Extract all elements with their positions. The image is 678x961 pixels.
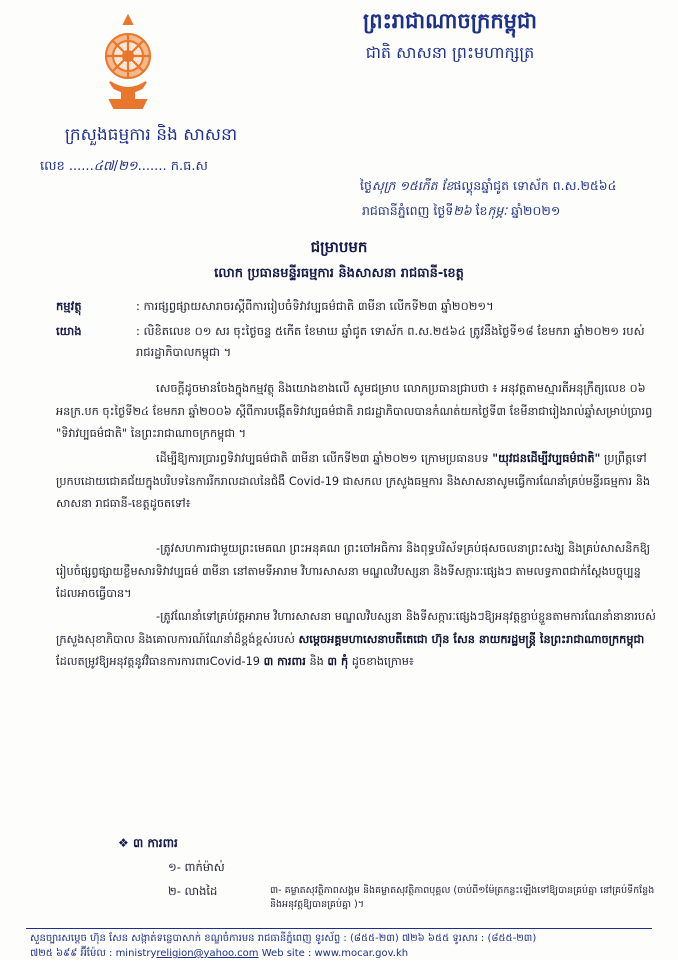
ref-suffix: ក.ធ.ស — [170, 159, 208, 174]
footer-divider — [26, 928, 652, 929]
email-link[interactable]: religion@yahoo.com — [156, 948, 259, 959]
recipient: លោក ប្រធានមន្ទីរធម្មការ និងសាសនា រាជធានី-ខេត្ត — [214, 266, 464, 281]
footer-address: សួនច្បារសម្តេច ហ៊ុន សែន សង្កាត់ទន្លេបាសាក់ ខណ្ឌចំការមន រាជធានីភ្នំពេញ ទូរស័ព្ទ : (៨៥៥-២៣) ៧២៦ ៦៥៥ ទូរសារ : (៨៥៥-២៣) — [30, 933, 537, 944]
lunar-date: ថ្ងៃសុក្រ ១៥កើត ខែផល្គុនឆ្នាំជូត ទោស័ក ព.ស.២៥៦៤ — [360, 178, 617, 193]
notice-title: ជម្រាបមក — [310, 238, 368, 256]
ministry-name: ក្រសួងធម្មការ និង សាសនា — [64, 125, 238, 145]
subject-label: កម្មវត្ថុ — [56, 299, 82, 313]
bullet-diamond-icon: ❖ — [118, 836, 133, 850]
subject-text: : ការផ្សព្វផ្សាយសារាចរស្តីពីការរៀបចំទិវាវប្បធម៌ជាតិ ៣មីនា លើកទី២៣ ឆ្នាំ២០២១។ — [136, 299, 494, 313]
ref-year: ២១ — [117, 159, 138, 174]
reference-label: យោង — [56, 324, 82, 338]
list-item: ២- លាងដៃ — [168, 884, 218, 898]
website[interactable]: Web site : www.mocar.gov.kh — [261, 948, 409, 959]
paragraph-2: ដើម្បីឱ្យការប្រារព្ធទិវាវប្បធម៌ជាតិ ៣មីនា លើកទី២៣ ឆ្នាំ២០២១ ក្រោមប្រធានបទ "យុវជនដើម្បីវប្បធម៌ជាតិ" ប្រព្រឹត្តទៅប្រកបដោយជោគជ័យក្នុងបរិបទនៃការរីករាលដាលនៃជំងឺ Covid-19 ជាសកល ក្រសួងធម្មការ និងសាសនាសូមធ្វើការណែនាំគ្រប់មន្ទីរធម្មការ និងសាសនា រាជធានី-ខេត្តដូចតទៅ៖ — [56, 452, 651, 510]
ref-prefix: លេខ — [40, 159, 65, 174]
paragraph-1: សេចក្តីដូចមានចែងក្នុងកម្មវត្ថុ និងយោងខាងលើ សូមជម្រាប លោកប្រធានជ្រាបថា ៖ អនុវត្តតាមស្មារតីអនុក្រឹត្យលេខ ០៦ អនក្រ.បក ចុះថ្ងៃទី២៤ ខែមករា ឆ្នាំ២០០៦ ស្តីពីការបង្កើតទិវាវប្បធម៌ជាតិ រាជរដ្ឋាភិបាលបានកំណត់យកថ្ងៃទី៣ ខែមីនាជារៀងរាល់ឆ្នាំសម្រាប់ប្រារព្ធ "ទិវាវប្បធម៌ជាតិ" នៃព្រះរាជាណាចក្រកម្ពុជា ។ — [56, 382, 653, 440]
lunar-date-handwritten: សុក្រ ១៥កើត ខែ — [371, 178, 454, 193]
reference-text: : លិខិតលេខ ០១ សរ ចុះថ្ងៃចន្ទ ៥កើត ខែមាឃ ឆ្នាំជូត ទោស័ក ព.ស.២៥៦៤ ត្រូវនឹងថ្ងៃទី១៨ ខែមករា ឆ្នាំ២០២១ របស់រាជរដ្ឋាភិបាលកម្ពុជា ។ — [136, 324, 645, 359]
ref-number: ៤៧ — [93, 159, 114, 174]
footer-contact: ៧២៥ ៦៩៩ អ៊ីម៉ែល : ministryreligion@yahoo.com Web site : www.mocar.gov.kh — [30, 948, 409, 959]
prime-minister-bold: សម្តេចអគ្គមហាសេនាបតីតេជោ ហ៊ុន សែន នាយករដ្ឋមន្ត្រី នៃព្រះរាជាណាចក្រកម្ពុជា — [298, 632, 645, 646]
national-motto: ជាតិ សាសនា ព្រះមហាក្សត្រ — [365, 43, 535, 62]
date-day-handwritten: ២៦ — [453, 203, 472, 218]
ministry-emblem-icon — [96, 14, 160, 110]
paragraph-4: -ត្រូវណែនាំទៅគ្រប់វត្តអារាម វិហារសាសនា មណ្ឌលវិបស្សនា និងទីសក្ការៈផ្សេងៗឱ្យអនុវត្តខ្ជាប់ខ្ជួនតាមការណែនាំនានារបស់ក្រសួងសុខាភិបាល និងគោលការណ៍ណែនាំដ៏ខ្ពង់ខ្ពស់របស់ សម្តេចអគ្គមហាសេនាបតីតេជោ ហ៊ុន សែន នាយករដ្ឋមន្ត្រី នៃព្រះរាជាណាចក្រកម្ពុជា ដែលតម្រូវឱ្យអនុវត្តនូវវិធានការការពារCovid-19 ៣ ការពារ និង ៣ កុំ ដូចខាងក្រោម៖ — [56, 610, 656, 668]
paragraph-3: -ត្រូវសហការជាមួយព្រះមេគណ ព្រះអនុគណ ព្រះចៅអធិការ និងពុទ្ធបរិស័ទគ្រប់ផុសចលនាព្រះសង្ឃ និងគ្រប់សាសនិកឱ្យរៀបចំផ្សព្វផ្សាយខ្លឹមសារទិវាវប្បធម៌ ៣មីនា នៅតាមទីអារាម វិហារសាសនា មណ្ឌលវិបស្សនា និងទីសក្ការៈផ្សេងៗ តាមលទ្ធភាពជាក់ស្តែងបច្ចុប្បន្នដែលអាចធ្វើបាន។ — [56, 542, 651, 600]
date-month-handwritten: កុម្ភៈ — [487, 203, 508, 218]
subject-field — [56, 296, 656, 317]
kingdom-heading: ព្រះរាជាណាចក្រកម្ពុជា — [362, 8, 537, 33]
reference-field — [56, 321, 656, 363]
list-heading: ❖ ៣ ការពារ — [118, 836, 178, 850]
list-item: ១- ពាក់ម៉ាស់ — [168, 860, 225, 874]
list-item: ៣- គម្លាតសុវត្ថិភាពសង្គម និងគម្លាតសុវត្ថិភាពបុគ្គល (ចាប់ពី១ម៉ែត្រកន្លះឡើងទៅឱ្យបានគ្រប់គ្នា នៅគ្រប់ទីកន្លែង និងអនុវត្តឱ្យបានគ្រប់គ្នា )។ — [270, 885, 655, 910]
theme-bold: "យុវជនដើម្បីវប្បធម៌ជាតិ" — [492, 452, 601, 465]
reference-number: លេខ ......៤៧/២១....... ក.ធ.ស — [40, 159, 208, 174]
solar-date: រាជធានីភ្នំពេញ ថ្ងៃទី២៦ ខែកុម្ភៈ ឆ្នាំ២០២១ — [362, 203, 561, 218]
